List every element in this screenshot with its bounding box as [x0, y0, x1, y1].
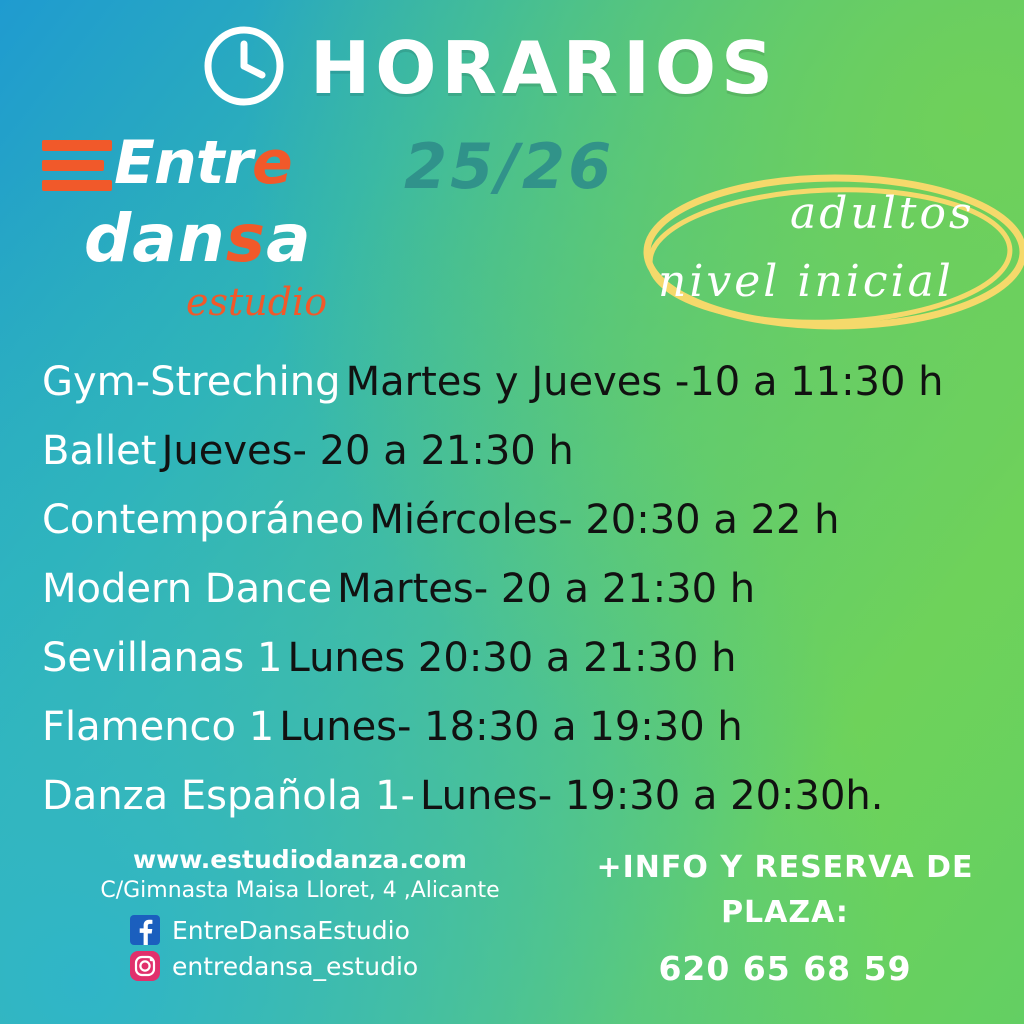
list-item: [42, 555, 1002, 624]
phone-number[interactable]: 620 65 68 59: [658, 949, 912, 988]
season-year: 25/26: [404, 130, 615, 203]
page-title: HORARIOS: [310, 26, 778, 110]
class-detail: Lunes- 18:30 a 19:30 h: [279, 704, 743, 750]
list-item: [42, 486, 1002, 555]
website-url[interactable]: www.estudiodanza.com: [133, 845, 467, 874]
instagram-icon[interactable]: [130, 951, 160, 981]
brand-logo: [38, 128, 368, 338]
badge-line-1: adultos: [790, 188, 975, 239]
class-detail: Miércoles- 20:30 a 22 h: [369, 497, 840, 543]
class-detail: Lunes 20:30 a 21:30 h: [287, 635, 737, 681]
instagram-row[interactable]: [130, 951, 560, 981]
info-title: +INFO Y RESERVA DE PLAZA:: [596, 850, 974, 930]
list-item: [42, 762, 1002, 831]
logo-dansa-text: dansa: [84, 200, 312, 277]
class-detail: Martes- 20 a 21:30 h: [337, 566, 756, 612]
class-detail: Lunes- 19:30 a 20:30h.: [420, 773, 884, 819]
clock-icon: [203, 25, 285, 107]
reservation-block: [565, 845, 1005, 988]
class-name: Ballet: [42, 428, 157, 474]
facebook-row[interactable]: [130, 915, 560, 945]
logo-tagline: estudio: [186, 280, 328, 324]
class-name: Flamenco 1: [42, 704, 275, 750]
schedule-list: [42, 348, 1002, 831]
instagram-handle[interactable]: entredansa_estudio: [172, 951, 419, 981]
facebook-icon[interactable]: [130, 915, 160, 945]
facebook-handle[interactable]: EntreDansaEstudio: [172, 915, 410, 945]
class-name: Modern Dance: [42, 566, 333, 612]
class-name: Sevillanas 1: [42, 635, 283, 681]
list-item: [42, 624, 1002, 693]
list-item: [42, 417, 1002, 486]
logo-entre-text: Entre: [114, 128, 292, 198]
class-name: Danza Española 1-: [42, 773, 415, 819]
list-item: [42, 693, 1002, 762]
class-detail: Martes y Jueves -10 a 11:30 h: [345, 359, 944, 405]
class-name: Gym-Streching: [42, 359, 341, 405]
list-item: [42, 348, 1002, 417]
status-badge: [630, 168, 1024, 336]
equalizer-bars-icon: [42, 140, 112, 200]
contact-block: [40, 845, 560, 981]
logo-word-dansa: [84, 200, 312, 277]
class-detail: Jueves- 20 a 21:30 h: [161, 428, 574, 474]
logo-word-entre: [114, 128, 292, 198]
class-name: Contemporáneo: [42, 497, 365, 543]
badge-line-2: nivel inicial: [658, 256, 954, 307]
street-address: C/Gimnasta Maisa Lloret, 4 ,Alicante: [100, 878, 500, 903]
